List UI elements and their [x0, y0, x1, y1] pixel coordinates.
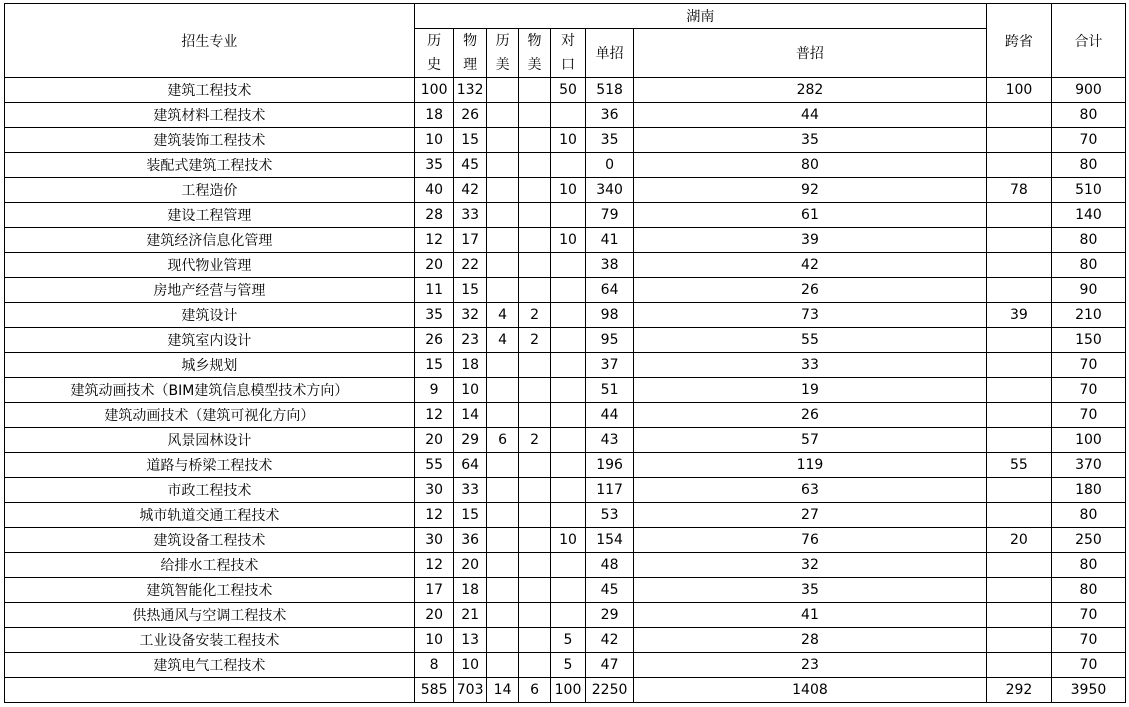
cell-puzhao: 119	[633, 453, 986, 478]
cell-wumei	[519, 528, 550, 553]
cell-wumei	[519, 553, 550, 578]
cell-puzhao: 57	[633, 428, 986, 453]
cell-kuasheng	[986, 503, 1051, 528]
cell-total: 70	[1051, 653, 1125, 678]
cell-wuli: 22	[454, 253, 486, 278]
cell-major: 风景园林设计	[5, 428, 415, 453]
cell-danzhao: 117	[586, 478, 634, 503]
cell-wumei	[519, 603, 550, 628]
cell-wumei	[519, 403, 550, 428]
cell-danzhao: 95	[586, 328, 634, 353]
cell-kuasheng	[986, 328, 1051, 353]
cell-lishi: 40	[414, 178, 454, 203]
cell-total: 90	[1051, 278, 1125, 303]
cell-wumei: 6	[519, 678, 550, 703]
cell-major: 建筑设计	[5, 303, 415, 328]
header-total: 合计	[1051, 4, 1125, 78]
table-row	[5, 328, 1126, 353]
cell-limei	[486, 403, 518, 428]
cell-kuasheng	[986, 478, 1051, 503]
cell-wumei	[519, 503, 550, 528]
cell-duikou	[550, 603, 586, 628]
cell-wuli: 21	[454, 603, 486, 628]
cell-puzhao: 61	[633, 203, 986, 228]
cell-wuli: 15	[454, 278, 486, 303]
cell-wumei	[519, 253, 550, 278]
cell-duikou: 5	[550, 628, 586, 653]
cell-kuasheng	[986, 203, 1051, 228]
cell-major: 建筑材料工程技术	[5, 103, 415, 128]
cell-wuli: 14	[454, 403, 486, 428]
cell-kuasheng	[986, 603, 1051, 628]
cell-puzhao: 1408	[633, 678, 986, 703]
cell-total: 80	[1051, 153, 1125, 178]
cell-wuli: 17	[454, 228, 486, 253]
cell-puzhao: 28	[633, 628, 986, 653]
cell-limei	[486, 228, 518, 253]
cell-limei	[486, 78, 518, 103]
cell-limei	[486, 203, 518, 228]
cell-kuasheng	[986, 128, 1051, 153]
cell-kuasheng	[986, 228, 1051, 253]
cell-kuasheng	[986, 253, 1051, 278]
table-row	[5, 653, 1126, 678]
cell-kuasheng	[986, 378, 1051, 403]
cell-total: 900	[1051, 78, 1125, 103]
cell-duikou	[550, 553, 586, 578]
cell-lishi: 12	[414, 503, 454, 528]
cell-wumei	[519, 578, 550, 603]
table-row	[5, 578, 1126, 603]
cell-wumei	[519, 378, 550, 403]
cell-danzhao: 45	[586, 578, 634, 603]
cell-puzhao: 23	[633, 653, 986, 678]
cell-wuli: 33	[454, 203, 486, 228]
cell-duikou	[550, 428, 586, 453]
cell-total: 80	[1051, 578, 1125, 603]
cell-duikou	[550, 478, 586, 503]
header-danzhao: 单招	[586, 29, 634, 78]
table-row	[5, 78, 1126, 103]
cell-limei	[486, 178, 518, 203]
cell-wuli: 36	[454, 528, 486, 553]
cell-major	[5, 678, 415, 703]
cell-duikou	[550, 503, 586, 528]
cell-lishi: 100	[414, 78, 454, 103]
cell-wuli: 23	[454, 328, 486, 353]
header-limei: 历 美	[486, 29, 518, 78]
cell-major: 工业设备安装工程技术	[5, 628, 415, 653]
cell-duikou	[550, 303, 586, 328]
cell-duikou	[550, 378, 586, 403]
cell-puzhao: 32	[633, 553, 986, 578]
table-row	[5, 478, 1126, 503]
cell-wumei: 2	[519, 328, 550, 353]
cell-danzhao: 0	[586, 153, 634, 178]
cell-limei	[486, 603, 518, 628]
cell-duikou	[550, 578, 586, 603]
cell-total: 70	[1051, 603, 1125, 628]
cell-lishi: 26	[414, 328, 454, 353]
cell-limei	[486, 528, 518, 553]
cell-duikou	[550, 153, 586, 178]
cell-limei	[486, 378, 518, 403]
cell-wumei: 2	[519, 303, 550, 328]
cell-puzhao: 26	[633, 403, 986, 428]
cell-wumei	[519, 278, 550, 303]
header-wumei: 物 美	[519, 29, 550, 78]
cell-total: 80	[1051, 228, 1125, 253]
cell-total: 250	[1051, 528, 1125, 553]
cell-duikou	[550, 103, 586, 128]
cell-major: 房地产经营与管理	[5, 278, 415, 303]
table-row	[5, 603, 1126, 628]
cell-lishi: 18	[414, 103, 454, 128]
cell-danzhao: 79	[586, 203, 634, 228]
cell-puzhao: 26	[633, 278, 986, 303]
cell-kuasheng	[986, 553, 1051, 578]
cell-wuli: 29	[454, 428, 486, 453]
cell-wumei	[519, 203, 550, 228]
cell-lishi: 30	[414, 478, 454, 503]
cell-danzhao: 518	[586, 78, 634, 103]
cell-wuli: 18	[454, 578, 486, 603]
cell-puzhao: 92	[633, 178, 986, 203]
cell-limei: 4	[486, 303, 518, 328]
cell-wumei	[519, 353, 550, 378]
cell-limei	[486, 653, 518, 678]
cell-duikou	[550, 353, 586, 378]
cell-kuasheng	[986, 653, 1051, 678]
cell-danzhao: 42	[586, 628, 634, 653]
cell-puzhao: 282	[633, 78, 986, 103]
cell-wuli: 20	[454, 553, 486, 578]
enrollment-table	[4, 3, 1126, 703]
header-kuasheng: 跨省	[986, 4, 1051, 78]
cell-major: 供热通风与空调工程技术	[5, 603, 415, 628]
cell-limei	[486, 553, 518, 578]
cell-wumei: 2	[519, 428, 550, 453]
cell-wuli: 32	[454, 303, 486, 328]
cell-lishi: 20	[414, 253, 454, 278]
cell-total: 100	[1051, 428, 1125, 453]
cell-wuli: 703	[454, 678, 486, 703]
table-row	[5, 253, 1126, 278]
cell-puzhao: 41	[633, 603, 986, 628]
table-body	[5, 78, 1126, 703]
cell-danzhao: 154	[586, 528, 634, 553]
cell-lishi: 12	[414, 553, 454, 578]
cell-total: 70	[1051, 403, 1125, 428]
cell-major: 建筑设备工程技术	[5, 528, 415, 553]
cell-duikou: 50	[550, 78, 586, 103]
cell-limei: 6	[486, 428, 518, 453]
cell-duikou: 100	[550, 678, 586, 703]
cell-lishi: 15	[414, 353, 454, 378]
cell-total: 140	[1051, 203, 1125, 228]
cell-limei	[486, 153, 518, 178]
table-row	[5, 153, 1126, 178]
header-hunan: 湖南	[414, 4, 986, 29]
cell-limei	[486, 628, 518, 653]
cell-kuasheng: 55	[986, 453, 1051, 478]
cell-danzhao: 38	[586, 253, 634, 278]
cell-lishi: 12	[414, 228, 454, 253]
cell-duikou	[550, 203, 586, 228]
cell-wuli: 10	[454, 378, 486, 403]
cell-puzhao: 42	[633, 253, 986, 278]
cell-total: 3950	[1051, 678, 1125, 703]
cell-kuasheng	[986, 578, 1051, 603]
cell-lishi: 8	[414, 653, 454, 678]
cell-major: 建筑工程技术	[5, 78, 415, 103]
cell-major: 给排水工程技术	[5, 553, 415, 578]
cell-lishi: 17	[414, 578, 454, 603]
cell-total: 70	[1051, 378, 1125, 403]
cell-puzhao: 44	[633, 103, 986, 128]
table-row	[5, 178, 1126, 203]
table-row	[5, 278, 1126, 303]
cell-puzhao: 27	[633, 503, 986, 528]
cell-lishi: 10	[414, 628, 454, 653]
cell-puzhao: 19	[633, 378, 986, 403]
cell-wuli: 64	[454, 453, 486, 478]
cell-lishi: 55	[414, 453, 454, 478]
cell-limei	[486, 278, 518, 303]
cell-wuli: 13	[454, 628, 486, 653]
cell-duikou: 10	[550, 228, 586, 253]
cell-lishi: 28	[414, 203, 454, 228]
cell-kuasheng	[986, 428, 1051, 453]
cell-total: 210	[1051, 303, 1125, 328]
cell-puzhao: 76	[633, 528, 986, 553]
cell-danzhao: 29	[586, 603, 634, 628]
cell-total: 510	[1051, 178, 1125, 203]
table-row	[5, 203, 1126, 228]
table-row	[5, 128, 1126, 153]
cell-wuli: 10	[454, 653, 486, 678]
cell-limei: 14	[486, 678, 518, 703]
cell-total: 70	[1051, 628, 1125, 653]
total-row	[5, 678, 1126, 703]
cell-major: 建筑动画技术（BIM建筑信息模型技术方向）	[5, 378, 415, 403]
cell-total: 150	[1051, 328, 1125, 353]
table-row	[5, 303, 1126, 328]
cell-lishi: 585	[414, 678, 454, 703]
cell-puzhao: 63	[633, 478, 986, 503]
cell-wuli: 18	[454, 353, 486, 378]
header-lishi: 历 史	[414, 29, 454, 78]
cell-major: 道路与桥梁工程技术	[5, 453, 415, 478]
cell-wuli: 132	[454, 78, 486, 103]
cell-major: 建筑动画技术（建筑可视化方向）	[5, 403, 415, 428]
cell-lishi: 20	[414, 603, 454, 628]
cell-lishi: 11	[414, 278, 454, 303]
cell-major: 建筑室内设计	[5, 328, 415, 353]
cell-danzhao: 196	[586, 453, 634, 478]
cell-danzhao: 48	[586, 553, 634, 578]
cell-major: 城市轨道交通工程技术	[5, 503, 415, 528]
header-duikou: 对 口	[550, 29, 586, 78]
table-row	[5, 503, 1126, 528]
cell-danzhao: 41	[586, 228, 634, 253]
cell-danzhao: 64	[586, 278, 634, 303]
cell-danzhao: 51	[586, 378, 634, 403]
cell-lishi: 20	[414, 428, 454, 453]
cell-major: 城乡规划	[5, 353, 415, 378]
cell-major: 建筑经济信息化管理	[5, 228, 415, 253]
cell-lishi: 35	[414, 303, 454, 328]
cell-lishi: 30	[414, 528, 454, 553]
table-row	[5, 528, 1126, 553]
cell-wumei	[519, 228, 550, 253]
cell-kuasheng	[986, 153, 1051, 178]
cell-wumei	[519, 478, 550, 503]
table-row	[5, 353, 1126, 378]
table-row	[5, 378, 1126, 403]
cell-puzhao: 55	[633, 328, 986, 353]
cell-danzhao: 43	[586, 428, 634, 453]
cell-total: 70	[1051, 353, 1125, 378]
cell-limei	[486, 128, 518, 153]
cell-kuasheng	[986, 403, 1051, 428]
cell-danzhao: 35	[586, 128, 634, 153]
cell-major: 市政工程技术	[5, 478, 415, 503]
cell-lishi: 12	[414, 403, 454, 428]
cell-total: 80	[1051, 103, 1125, 128]
cell-danzhao: 98	[586, 303, 634, 328]
cell-total: 80	[1051, 253, 1125, 278]
cell-total: 180	[1051, 478, 1125, 503]
cell-wumei	[519, 128, 550, 153]
cell-kuasheng: 292	[986, 678, 1051, 703]
cell-puzhao: 35	[633, 128, 986, 153]
cell-wumei	[519, 78, 550, 103]
cell-kuasheng	[986, 278, 1051, 303]
table-row	[5, 453, 1126, 478]
cell-limei	[486, 478, 518, 503]
cell-puzhao: 33	[633, 353, 986, 378]
header-puzhao: 普招	[633, 29, 986, 78]
cell-danzhao: 47	[586, 653, 634, 678]
cell-major: 建筑电气工程技术	[5, 653, 415, 678]
cell-major: 建设工程管理	[5, 203, 415, 228]
cell-major: 建筑装饰工程技术	[5, 128, 415, 153]
cell-puzhao: 35	[633, 578, 986, 603]
table-row	[5, 428, 1126, 453]
table-row	[5, 103, 1126, 128]
cell-kuasheng: 100	[986, 78, 1051, 103]
cell-major: 工程造价	[5, 178, 415, 203]
cell-kuasheng: 20	[986, 528, 1051, 553]
cell-puzhao: 39	[633, 228, 986, 253]
cell-major: 建筑智能化工程技术	[5, 578, 415, 603]
cell-duikou	[550, 278, 586, 303]
cell-wumei	[519, 178, 550, 203]
table-row	[5, 228, 1126, 253]
cell-kuasheng	[986, 103, 1051, 128]
cell-total: 370	[1051, 453, 1125, 478]
cell-limei	[486, 503, 518, 528]
cell-wumei	[519, 628, 550, 653]
cell-wuli: 42	[454, 178, 486, 203]
header-wuli: 物 理	[454, 29, 486, 78]
cell-duikou: 5	[550, 653, 586, 678]
cell-wumei	[519, 453, 550, 478]
cell-danzhao: 36	[586, 103, 634, 128]
cell-limei	[486, 253, 518, 278]
cell-danzhao: 44	[586, 403, 634, 428]
cell-major: 现代物业管理	[5, 253, 415, 278]
cell-puzhao: 80	[633, 153, 986, 178]
cell-danzhao: 53	[586, 503, 634, 528]
header-major: 招生专业	[5, 4, 415, 78]
cell-duikou	[550, 453, 586, 478]
cell-total: 80	[1051, 503, 1125, 528]
cell-puzhao: 73	[633, 303, 986, 328]
cell-limei	[486, 453, 518, 478]
cell-duikou: 10	[550, 128, 586, 153]
cell-kuasheng: 39	[986, 303, 1051, 328]
cell-total: 70	[1051, 128, 1125, 153]
cell-limei: 4	[486, 328, 518, 353]
cell-duikou: 10	[550, 528, 586, 553]
cell-lishi: 9	[414, 378, 454, 403]
cell-duikou	[550, 403, 586, 428]
cell-wuli: 33	[454, 478, 486, 503]
table-row	[5, 553, 1126, 578]
cell-danzhao: 37	[586, 353, 634, 378]
cell-wumei	[519, 153, 550, 178]
cell-major: 装配式建筑工程技术	[5, 153, 415, 178]
cell-wuli: 45	[454, 153, 486, 178]
table-row	[5, 628, 1126, 653]
cell-limei	[486, 353, 518, 378]
cell-wuli: 15	[454, 503, 486, 528]
cell-total: 80	[1051, 553, 1125, 578]
table-row	[5, 403, 1126, 428]
cell-kuasheng: 78	[986, 178, 1051, 203]
cell-kuasheng	[986, 628, 1051, 653]
cell-wumei	[519, 103, 550, 128]
cell-lishi: 10	[414, 128, 454, 153]
cell-danzhao: 2250	[586, 678, 634, 703]
cell-wuli: 15	[454, 128, 486, 153]
cell-limei	[486, 578, 518, 603]
cell-danzhao: 340	[586, 178, 634, 203]
cell-wumei	[519, 653, 550, 678]
cell-wuli: 26	[454, 103, 486, 128]
cell-limei	[486, 103, 518, 128]
cell-duikou: 10	[550, 178, 586, 203]
cell-duikou	[550, 328, 586, 353]
cell-duikou	[550, 253, 586, 278]
cell-kuasheng	[986, 353, 1051, 378]
cell-lishi: 35	[414, 153, 454, 178]
